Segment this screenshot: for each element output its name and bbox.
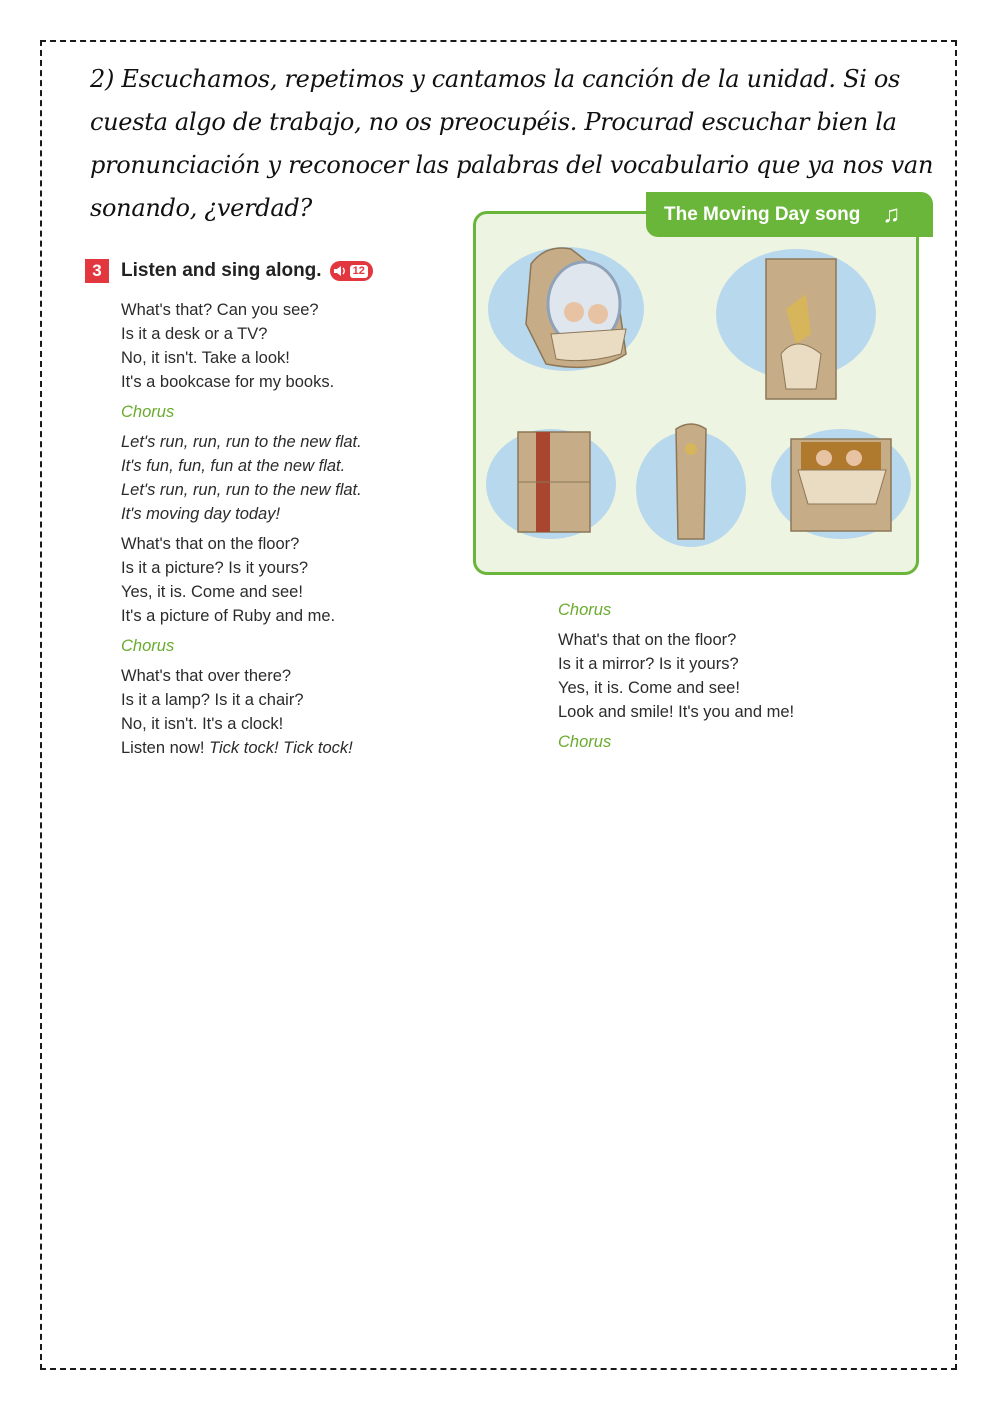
track-number: 12 — [350, 265, 368, 278]
lyric-line: No, it isn't. It's a clock! — [121, 715, 284, 733]
music-note-icon: ♫ — [882, 200, 901, 228]
song-title: The Moving Day song — [664, 203, 861, 225]
wrapped-picture-picture — [771, 429, 911, 539]
chorus-label: Chorus — [558, 601, 612, 619]
song-illustration-panel — [473, 211, 919, 575]
task-title: Listen and sing along. — [121, 260, 322, 281]
lyric-line: Is it a desk or a TV? — [121, 325, 268, 343]
verse-2 — [121, 532, 461, 628]
lyric-line: It's fun, fun, fun at the new flat. — [121, 457, 346, 475]
wrapped-mirror-picture — [488, 247, 644, 371]
speaker-icon — [333, 264, 347, 278]
lyric-line-last — [121, 736, 461, 760]
verse-3 — [121, 664, 461, 760]
lyric-line: What's that on the floor? — [558, 631, 737, 649]
lyric-line: Yes, it is. Come and see! — [121, 583, 303, 601]
lyric-line: It's a bookcase for my books. — [121, 373, 335, 391]
task-header — [85, 259, 373, 283]
lyric-line: What's that on the floor? — [121, 535, 300, 553]
verse-4 — [558, 628, 938, 724]
chorus — [121, 430, 461, 526]
lyric-line: It's a picture of Ruby and me. — [121, 607, 336, 625]
lyrics-left-column — [121, 298, 461, 766]
wrapped-bookcase-picture — [486, 429, 616, 539]
furniture-illustrations — [476, 214, 916, 572]
lyric-line: No, it isn't. Take a look! — [121, 349, 290, 367]
lyric-text-italic: Tick tock! Tick tock! — [209, 739, 353, 757]
lyric-text: Listen now! — [121, 739, 210, 757]
chorus-label: Chorus — [121, 403, 175, 421]
lyric-line: Let's run, run, run to the new flat. — [121, 481, 362, 499]
lyric-line: Is it a picture? Is it yours? — [121, 559, 309, 577]
lyrics-right-column — [558, 598, 938, 760]
lyric-line: Look and smile! It's you and me! — [558, 703, 795, 721]
chorus-label: Chorus — [121, 637, 175, 655]
lyric-line: Let's run, run, run to the new flat. — [121, 433, 362, 451]
audio-track-badge[interactable] — [330, 261, 373, 281]
lyric-line: What's that over there? — [121, 667, 292, 685]
wrapped-clock-picture — [636, 424, 746, 547]
lyric-line: Is it a mirror? Is it yours? — [558, 655, 739, 673]
wrapped-wardrobe-picture — [716, 249, 876, 399]
lyric-line: Is it a lamp? Is it a chair? — [121, 691, 304, 709]
lyric-line: What's that? Can you see? — [121, 301, 319, 319]
instruction-text: 2) Escuchamos, repetimos y cantamos la canción de la unidad. Si os cuesta algo de trabajo, no os preocupéis. Procurad escuchar bien la pronunciación y reconocer las palabras del vocabulario que ya nos van sonando, ¿verdad? — [90, 65, 934, 222]
lyric-line: It's moving day today! — [121, 505, 281, 523]
task-number: 3 — [85, 259, 109, 283]
song-title-tab — [646, 192, 933, 237]
chorus-label: Chorus — [558, 733, 612, 751]
lyric-line: Yes, it is. Come and see! — [558, 679, 740, 697]
verse-1 — [121, 298, 461, 394]
